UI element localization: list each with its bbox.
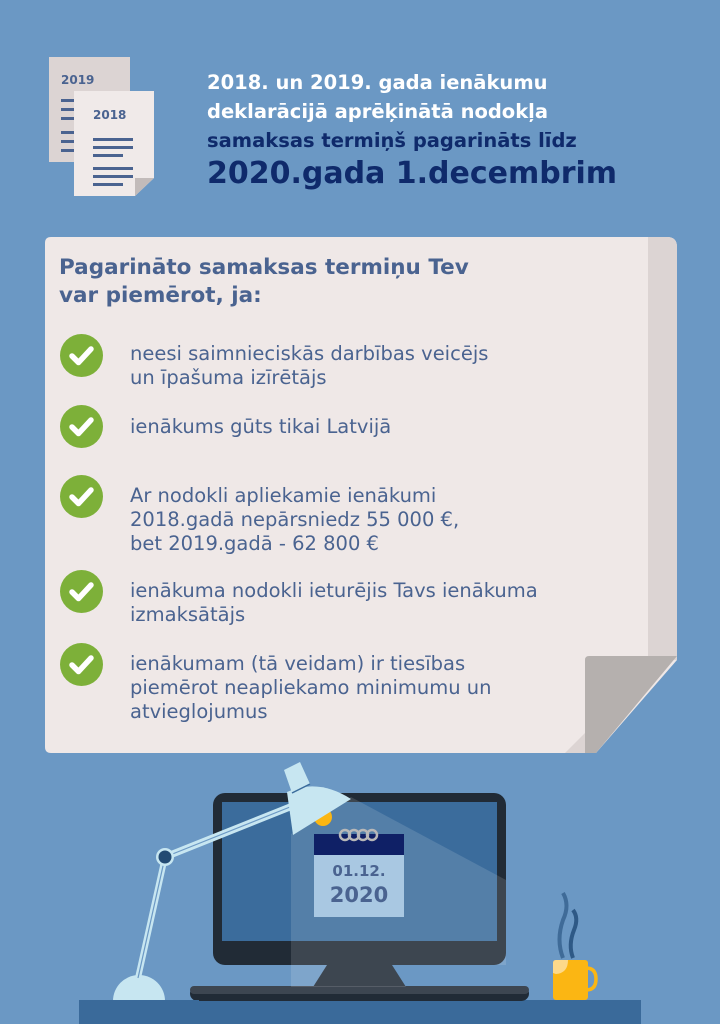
- coffee-mug-icon: [553, 893, 596, 1000]
- check-circle-icon: [60, 570, 103, 613]
- condition-text: ienākuma nodokli ieturējis Tavs ienākuma izmaksātājs: [130, 579, 538, 626]
- title-line-1: 2018. un 2019. gada ienākumu: [207, 71, 548, 94]
- check-circle-icon: [60, 643, 103, 686]
- card-heading: [59, 254, 619, 310]
- document-2019-label: 2019: [61, 73, 95, 87]
- check-circle-icon: [60, 334, 103, 377]
- check-circle-icon: [60, 405, 103, 448]
- document-2018-icon: [74, 91, 154, 196]
- condition-text: ienākumam (tā veidam) ir tiesības piemērot neapliekamo minimumu un atvieglojumus: [130, 652, 492, 723]
- condition-text: ienākums gūts tikai Latvijā: [130, 415, 392, 438]
- calendar-icon: [314, 830, 404, 917]
- documents-illustration: [48, 56, 160, 198]
- condition-text: neesi saimnieciskās darbības veicējs un īpašuma izīrētājs: [130, 342, 489, 389]
- title-deadline: 2020.gada 1.decembrim: [207, 156, 618, 191]
- check-circle-icon: [60, 475, 103, 518]
- title-line-3: samaksas termiņš pagarināts līdz: [207, 129, 577, 152]
- desk-illustration: [0, 755, 720, 1024]
- calendar-year: 2020: [329, 883, 389, 907]
- title-line-2: deklarācijā aprēķinātā nodokļa: [207, 100, 549, 123]
- card-title-line-2: var piemērot, ja:: [59, 283, 262, 308]
- condition-text: Ar nodokli apliekamie ienākumi 2018.gadā nepārsniedz 55 000 €, bet 2019.gadā - 62 800 €: [130, 484, 460, 555]
- calendar-date: 01.12.: [332, 862, 386, 880]
- document-2018-label: 2018: [93, 108, 127, 122]
- page-title: [207, 68, 707, 195]
- card-title-line-1: Pagarināto samaksas termiņu Tev: [59, 255, 469, 280]
